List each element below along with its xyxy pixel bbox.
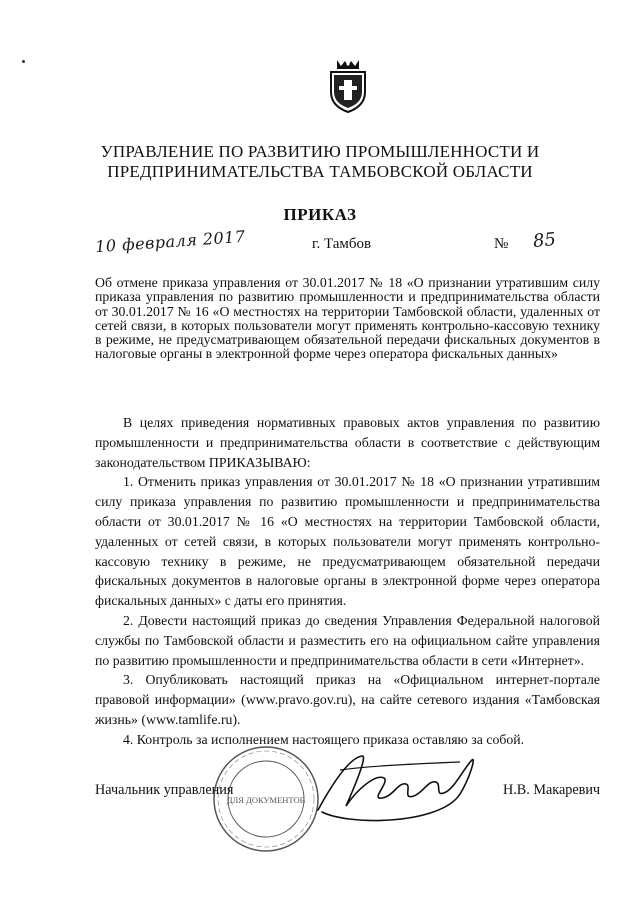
- handwritten-signature: [310, 748, 485, 828]
- handwritten-number: 85: [531, 228, 557, 253]
- signatory-name: Н.В. Макаревич: [503, 782, 601, 798]
- city: г. Тамбов: [312, 236, 372, 252]
- coat-of-arms-icon: [325, 58, 371, 114]
- scan-speck: [22, 60, 25, 63]
- order-body: [95, 413, 600, 750]
- organization-title: УПРАВЛЕНИЕ ПО РАЗВИТИЮ ПРОМЫШЛЕННОСТИ И ПРЕДПРИНИМАТЕЛЬСТВА ТАМБОВСКОЙ ОБЛАСТИ: [100, 142, 540, 181]
- item-2-paragraph: 2. Довести настоящий приказ до сведения Управления Федеральной налоговой службы по Тамбовской области и разместить его на официальном сайте управления по развитию промышленности и предпринимательства области в сети «Интернет».: [95, 612, 600, 668]
- preamble-paragraph: В целях приведения нормативных правовых актов управления по развитию промышленности и предпринимательства области в соответствие с действующим законодательством ПРИКАЗЫВАЮ:: [95, 415, 600, 470]
- order-subject: Об отмене приказа управления от 30.01.2017 № 18 «О признании утратившим силу приказа управления по развитию промышленности и предпринимательства области от 30.01.2017 № 16 «О местностях на территории Тамбовской области, удаленных от сетей связи, в которых пользователи могут применять контрольно-кассовую технику в режиме, не предусматривающем обязательной передачи фискальных документов в налоговые органы в электронной форме через оператора фискальных данных»: [95, 275, 600, 362]
- signatory-position: Начальник управления: [95, 782, 234, 798]
- item-1-paragraph: 1. Отменить приказ управления от 30.01.2017 № 18 «О признании утратившим силу приказа управления по развитию промышленности и предпринимательства области от 30.01.2017 № 16 «О местностях на территории Тамбовской области, удаленных от сетей связи, в которых пользователи могут применять контрольно-кассовую технику в режиме, не предусматривающем обязательной передачи фискальных документов в налоговые органы в электронной форме через оператора фискальных данных» с даты его принятия.: [95, 474, 600, 609]
- stamp-seal: [210, 743, 322, 855]
- handwritten-date: 10 февраля 2017: [94, 226, 247, 257]
- document-type: ПРИКАЗ: [283, 205, 357, 224]
- svg-text:ДЛЯ ДОКУМЕНТОВ: ДЛЯ ДОКУМЕНТОВ: [226, 795, 306, 805]
- number-label: №: [494, 236, 509, 252]
- stamp-center-text: [227, 795, 306, 805]
- item-4-paragraph: 4. Контроль за исполнением настоящего приказа оставляю за собой.: [123, 731, 525, 747]
- item-3-paragraph: 3. Опубликовать настоящий приказ на «Официальном интернет-портале правовой информации» (www.pravo.gov.ru), на сайте сетевого издания «Тамбовская жизнь» (www.tamlife.ru).: [95, 672, 600, 727]
